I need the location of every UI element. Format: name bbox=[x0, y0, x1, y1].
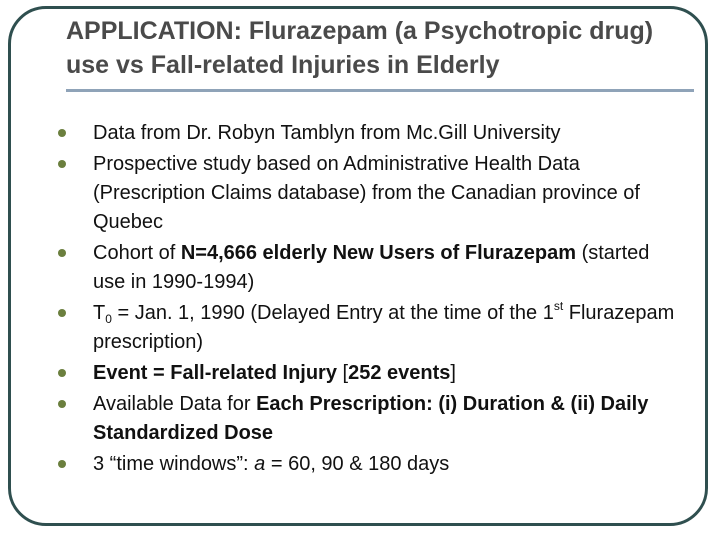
bullet-bold-text: N=4,666 elderly New Users of Flurazepam bbox=[180, 242, 577, 264]
bullet-t0 bbox=[58, 299, 678, 357]
bullet-dot-icon bbox=[58, 249, 66, 257]
bullet-text: Data from Dr. Robyn Tamblyn from Mc.Gill University bbox=[93, 122, 561, 144]
bullet-dot-icon bbox=[58, 129, 66, 137]
subscript: 0 bbox=[105, 312, 112, 326]
bullet-italic-text: a bbox=[254, 453, 266, 475]
bullet-bold-text: Each Prescription: (i) Duration & (ii) Daily Standardized Dose bbox=[93, 393, 649, 444]
bullet-text: = Jan. 1, 1990 (Delayed Entry at the time of the 1 bbox=[111, 302, 554, 324]
bullet-bold-text: Event = Fall-related Injury bbox=[93, 362, 337, 384]
bullet-study-design bbox=[58, 150, 678, 237]
bullet-bold-text: 252 events bbox=[348, 362, 451, 384]
bullet-text: Available Data for bbox=[93, 393, 257, 415]
bullet-dot-icon bbox=[58, 400, 66, 408]
bullet-text: = 60, 90 & 180 days bbox=[265, 453, 450, 475]
bullet-text: (started use in 1990-1994) bbox=[93, 242, 650, 293]
bullet-dot-icon bbox=[58, 460, 66, 468]
bullet-available-data bbox=[58, 390, 678, 448]
bullet-text: [ bbox=[336, 362, 349, 384]
bullet-cohort bbox=[58, 239, 678, 297]
slide-title: APPLICATION: Flurazepam (a Psychotropic drug) use vs Fall-related Injuries in Elderly bbox=[66, 17, 654, 79]
bullet-time-windows bbox=[58, 450, 678, 479]
bullet-text: ] bbox=[450, 362, 456, 384]
bullet-event bbox=[58, 359, 678, 388]
bullet-text: Cohort of bbox=[93, 242, 181, 264]
bullet-list bbox=[58, 119, 678, 481]
bullet-data-source bbox=[58, 119, 678, 148]
bullet-dot-icon bbox=[58, 160, 66, 168]
bullet-text: T bbox=[93, 302, 106, 324]
title-divider bbox=[66, 89, 694, 92]
superscript: st bbox=[553, 299, 564, 313]
bullet-dot-icon bbox=[58, 309, 66, 317]
bullet-text: Prospective study based on Administrative Health Data (Prescription Claims database) from the Canadian province of Quebec bbox=[93, 153, 640, 233]
bullet-text: Flurazepam prescription) bbox=[93, 302, 675, 353]
bullet-dot-icon bbox=[58, 369, 66, 377]
bullet-text: 3 “time windows”: bbox=[93, 453, 255, 475]
